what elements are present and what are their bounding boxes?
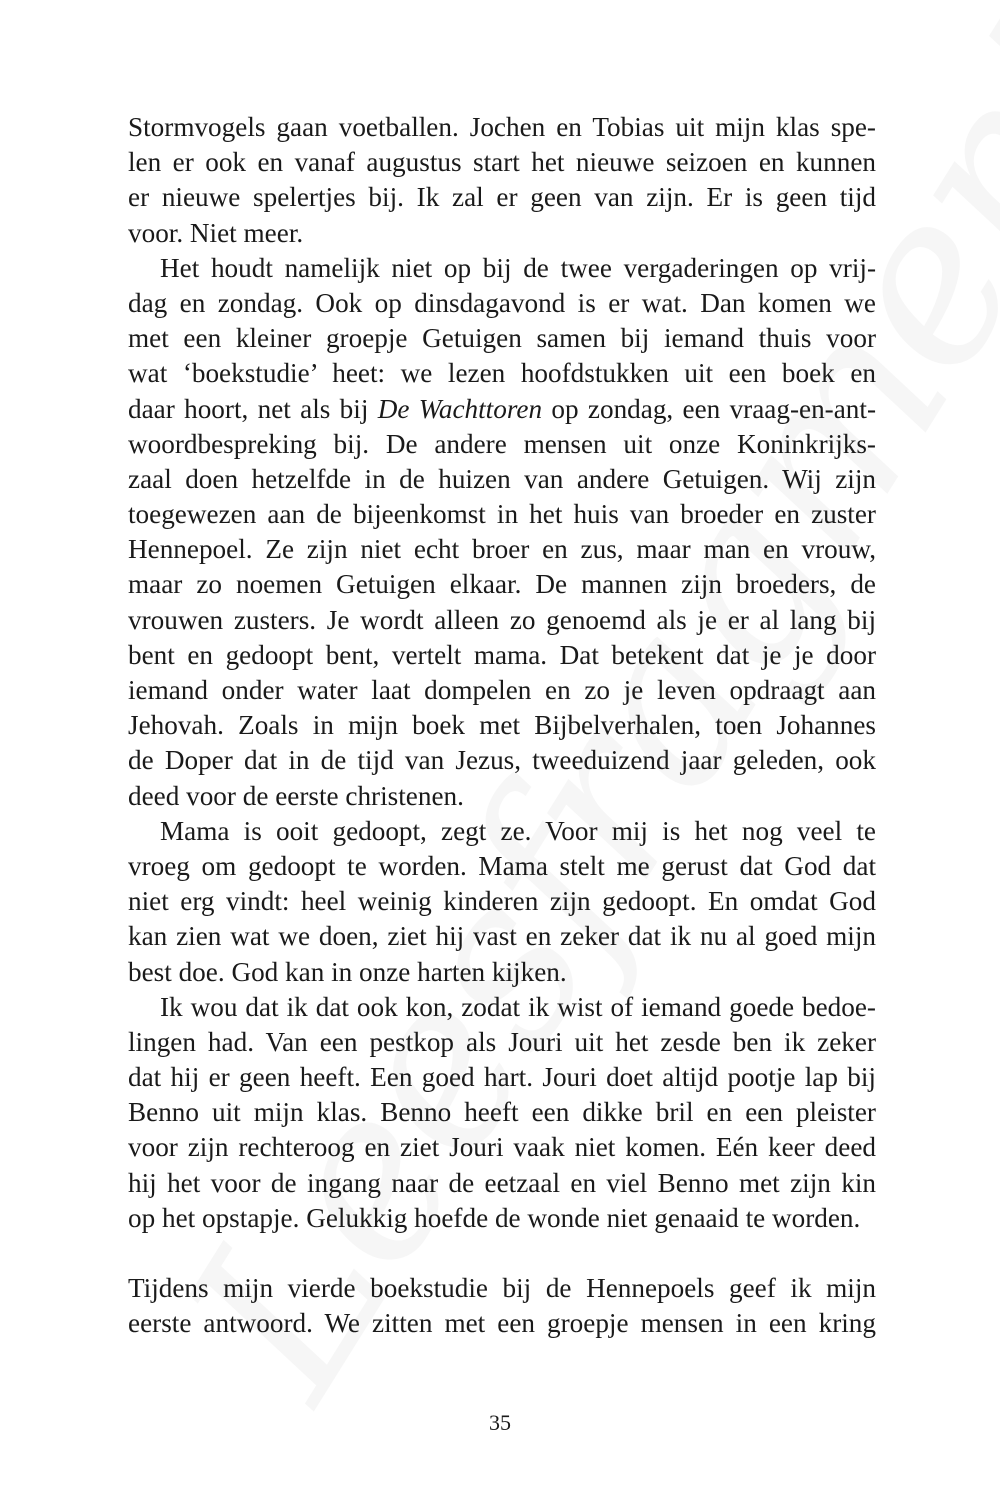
text-line: vrouwen zusters. Je wordt alleen zo genoemd als je er al lang bij bbox=[128, 604, 876, 635]
text-line: eerste antwoord. We zitten met een groepje mensen in een kring bbox=[128, 1308, 876, 1339]
text-line: kan zien wat we doen, ziet hij vast en zeker dat ik nu al goed mijn bbox=[128, 921, 876, 952]
text-line: de Doper dat in de tijd van Jezus, tweeduizend jaar geleden, ook bbox=[128, 745, 876, 776]
text-line: dat hij er geen heeft. Een goed hart. Jouri doet altijd pootje lap bij bbox=[128, 1062, 876, 1093]
text-line: zaal doen hetzelfde in de huizen van andere Getuigen. Wij zijn bbox=[128, 463, 876, 494]
paragraph bbox=[128, 1271, 876, 1341]
paragraph bbox=[128, 814, 876, 990]
text-line: op het opstapje. Gelukkig hoefde de wonde niet genaaid te worden. bbox=[128, 1202, 861, 1233]
text-line: dag en zondag. Ook op dinsdagavond is er wat. Dan komen we bbox=[128, 287, 876, 318]
body-text bbox=[128, 110, 876, 1342]
text-line: iemand onder water laat dompelen en zo je leven opdraagt aan bbox=[128, 675, 876, 705]
text-line: vroeg om gedoopt te worden. Mama stelt me gerust dat God dat bbox=[128, 850, 876, 881]
text-run: daar hoort, net als bij bbox=[128, 393, 378, 424]
text-line: deed voor de eerste christenen. bbox=[128, 780, 464, 811]
text-line: voor zijn rechteroog en ziet Jouri vaak niet komen. Eén keer deed bbox=[128, 1132, 876, 1163]
text-line: maar zo noemen Getuigen elkaar. De mannen zijn broeders, de bbox=[128, 569, 876, 600]
text-line: len er ook en vanaf augustus start het nieuwe seizoen en kunnen bbox=[128, 147, 876, 178]
text-line: Ik wou dat ik dat ook kon, zodat ik wist of iemand goede bedoe- bbox=[160, 991, 876, 1022]
section-break bbox=[128, 1236, 876, 1271]
text-line: best doe. God kan in onze harten kijken. bbox=[128, 956, 567, 987]
text-line bbox=[128, 392, 876, 427]
text-line: voor. Niet meer. bbox=[128, 217, 304, 248]
text-run: op zondag, een vraag-en-ant- bbox=[542, 393, 876, 424]
text-line: woordbespreking bij. De andere mensen uit onze Koninkrijks- bbox=[128, 428, 876, 459]
text-line: Tijdens mijn vierde boekstudie bij de Hennepoels geef ik mijn bbox=[128, 1273, 876, 1304]
text-line: er nieuwe spelertjes bij. Ik zal er geen van zijn. Er is geen tijd bbox=[128, 182, 876, 213]
paragraph bbox=[128, 110, 876, 251]
text-line: wat ‘boekstudie’ heet: we lezen hoofdstukken uit een boek en bbox=[128, 358, 876, 389]
italic-title: De Wachttoren bbox=[377, 393, 543, 424]
text-line: Jehovah. Zoals in mijn boek met Bijbelverhalen, toen Johannes bbox=[128, 710, 876, 741]
text-line: hij het voor de ingang naar de eetzaal en viel Benno met zijn kin bbox=[128, 1167, 876, 1198]
text-line: lingen had. Van een pestkop als Jouri uit het zesde ben ik zeker bbox=[128, 1026, 876, 1057]
text-line: toegewezen aan de bijeenkomst in het huis van broeder en zuster bbox=[128, 499, 876, 530]
text-line: met een kleiner groepje Getuigen samen bij iemand thuis voor bbox=[128, 323, 876, 354]
text-line: niet erg vindt: heel weinig kinderen zijn gedoopt. En omdat God bbox=[128, 886, 876, 917]
text-line: Mama is ooit gedoopt, zegt ze. Voor mij is het nog veel te bbox=[160, 815, 876, 846]
text-line: Stormvogels gaan voetballen. Jochen en Tobias uit mijn klas spe- bbox=[128, 112, 876, 142]
page-number: 35 bbox=[489, 1410, 511, 1435]
text-line: bent en gedoopt bent, vertelt mama. Dat betekent dat je je door bbox=[128, 639, 876, 670]
text-line: Hennepoel. Ze zijn niet echt broer en zus, maar man en vrouw, bbox=[128, 534, 876, 565]
paragraph bbox=[128, 251, 876, 814]
text-line: Benno uit mijn klas. Benno heeft een dikke bril en een pleister bbox=[128, 1097, 876, 1128]
paragraph bbox=[128, 990, 876, 1236]
text-line: Het houdt namelijk niet op bij de twee vergaderingen op vrij- bbox=[160, 252, 876, 283]
